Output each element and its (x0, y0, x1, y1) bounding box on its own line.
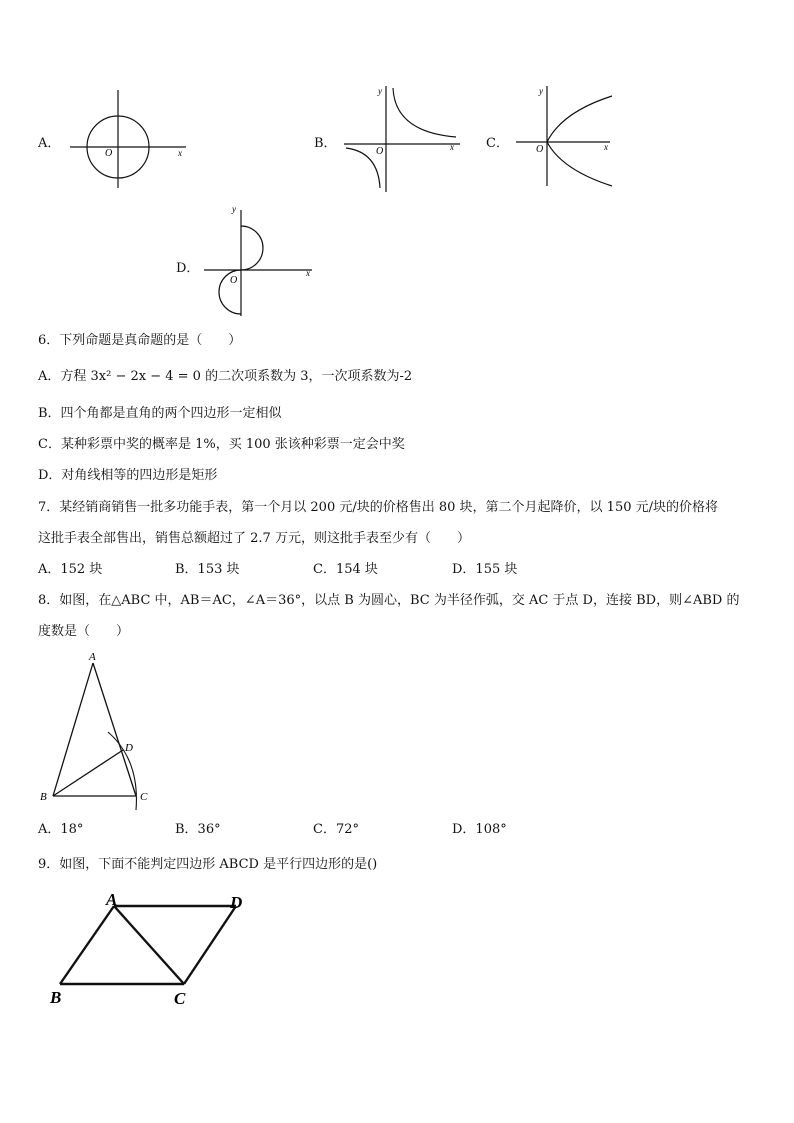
graph-a-origin: O (105, 148, 113, 159)
q6-option-b: B．四个角都是直角的两个四边形一定相似 (38, 406, 282, 421)
graph-c-parabola (512, 82, 622, 192)
q9-fig-label-a: A (106, 890, 118, 909)
q6-option-d: D．对角线相等的四边形是矩形 (38, 468, 218, 483)
q8-option-a: A．18° (38, 822, 84, 837)
graph-b-y-label: y (378, 86, 382, 96)
graph-b-origin: O (376, 146, 384, 157)
q8-fig-label-a: A (89, 651, 96, 663)
graph-c-origin: O (536, 144, 544, 155)
graph-a-x-label: x (178, 148, 182, 158)
graph-c-x-label: x (604, 142, 608, 152)
q8-fig-label-b: B (40, 791, 47, 803)
graph-d-x-label: x (306, 268, 310, 278)
q6-option-c: C．某种彩票中奖的概率是 1%，买 100 张该种彩票一定会中奖 (38, 437, 405, 452)
option-d-label: D． (176, 261, 200, 276)
q7-stem-line1: 7．某经销商销售一批多功能手表，第一个月以 200 元/块的价格售出 80 块，第二个月起降价，以 150 元/块的价格将 (38, 500, 718, 515)
graph-d-semicircles (200, 204, 320, 320)
q9-fig-label-c: C (174, 989, 186, 1008)
q9-parallelogram-figure (46, 888, 266, 1013)
option-c-label: C． (486, 136, 509, 151)
option-a-label: A． (38, 136, 61, 151)
q8-triangle-figure (36, 648, 166, 818)
q8-option-c: C．72° (313, 822, 359, 837)
graph-a-circle (68, 88, 198, 193)
q7-option-c: C．154 块 (313, 562, 378, 577)
option-b-label: B． (314, 136, 337, 151)
q8-fig-label-c: C (140, 791, 148, 803)
graph-d-y-label: y (232, 204, 236, 214)
graph-c-y-label: y (539, 86, 543, 96)
graph-b-hyperbola (340, 82, 470, 197)
q6-stem: 6．下列命题是真命题的是（ ） (38, 333, 242, 348)
q8-fig-label-d: D (125, 742, 133, 754)
q8-option-d: D．108° (452, 822, 507, 837)
q9-stem: 9．如图，下面不能判定四边形 ABCD 是平行四边形的是() (38, 857, 378, 872)
q8-option-b: B．36° (175, 822, 221, 837)
q7-option-a: A．152 块 (38, 562, 103, 577)
q7-option-b: B．153 块 (175, 562, 240, 577)
q9-fig-label-b: B (50, 988, 62, 1007)
q6-option-a: A．方程 3x² − 2x − 4 = 0 的二次项系数为 3，一次项系数为-2 (38, 369, 413, 384)
q7-option-d: D．155 块 (452, 562, 518, 577)
q8-stem-line1: 8．如图，在△ABC 中，AB＝AC，∠A＝36°，以点 B 为圆心，BC 为半径作弧，交 AC 于点 D，连接 BD，则∠ABD 的 (38, 593, 740, 608)
q9-fig-label-d: D (230, 893, 243, 912)
graph-d-origin: O (230, 275, 238, 286)
q7-stem-line2: 这批手表全部售出，销售总额超过了 2.7 万元，则这批手表至少有（ ） (38, 531, 470, 546)
q8-stem-line2: 度数是（ ） (38, 624, 130, 639)
graph-b-x-label: x (450, 142, 454, 152)
